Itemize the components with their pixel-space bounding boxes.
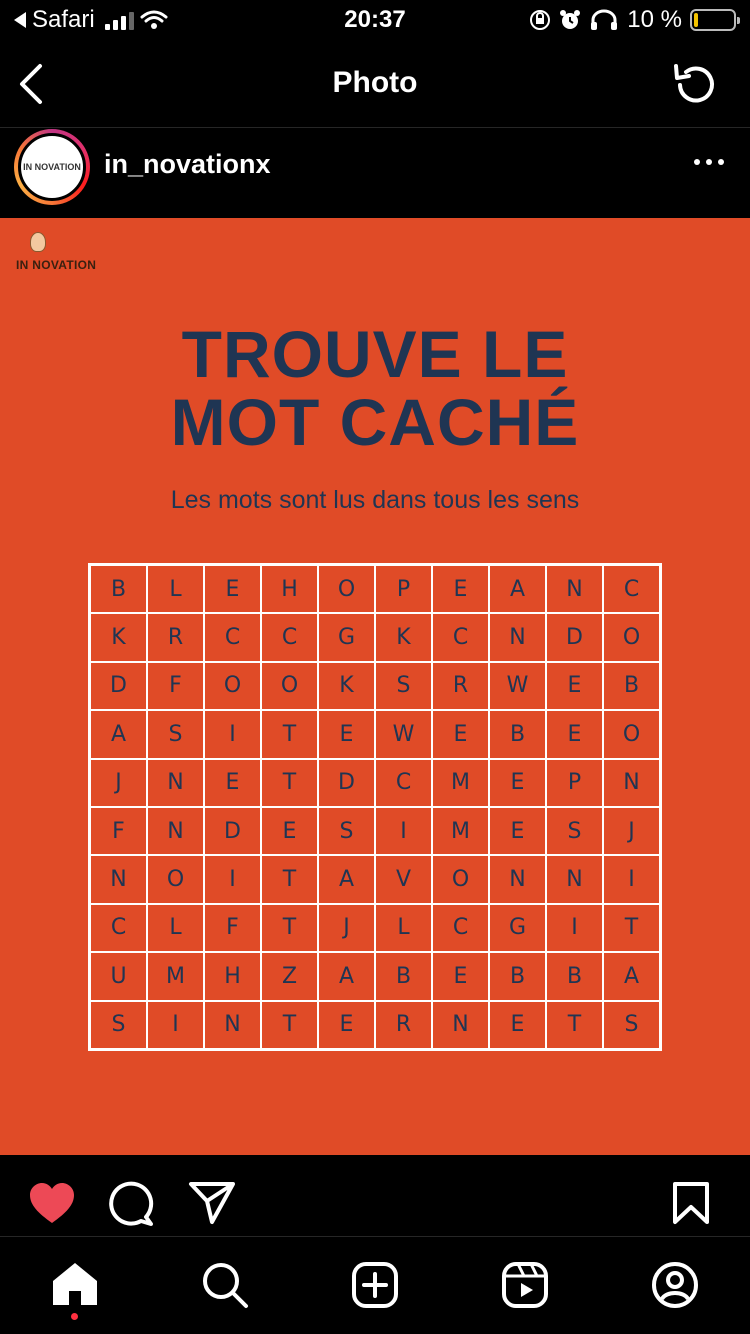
grid-cell: G	[489, 904, 546, 952]
grid-cell: B	[489, 710, 546, 758]
grid-cell: N	[489, 613, 546, 661]
grid-cell: D	[204, 807, 261, 855]
search-icon[interactable]	[201, 1261, 249, 1309]
grid-cell: I	[546, 904, 603, 952]
grid-cell: H	[261, 565, 318, 613]
headphones-icon	[589, 9, 619, 31]
post-title	[0, 317, 750, 459]
grid-cell: S	[90, 1001, 147, 1049]
heart-icon[interactable]	[28, 1181, 76, 1225]
grid-cell: E	[318, 1001, 375, 1049]
post-header	[0, 129, 750, 217]
refresh-icon[interactable]	[670, 60, 720, 110]
status-bar	[0, 0, 750, 42]
grid-cell: K	[318, 662, 375, 710]
battery-level	[694, 13, 698, 27]
grid-cell: D	[90, 662, 147, 710]
grid-cell: A	[90, 710, 147, 758]
grid-cell: D	[546, 613, 603, 661]
grid-cell: A	[603, 952, 660, 1000]
grid-cell: I	[147, 1001, 204, 1049]
active-tab-indicator	[71, 1313, 78, 1320]
grid-cell: U	[90, 952, 147, 1000]
grid-cell: L	[147, 565, 204, 613]
grid-cell: T	[261, 855, 318, 903]
grid-cell: K	[90, 613, 147, 661]
grid-cell: T	[261, 759, 318, 807]
grid-cell: R	[147, 613, 204, 661]
grid-cell: S	[603, 1001, 660, 1049]
grid-cell: T	[261, 904, 318, 952]
grid-cell: N	[147, 807, 204, 855]
grid-cell: E	[318, 710, 375, 758]
status-right	[529, 6, 736, 34]
grid-cell: T	[261, 710, 318, 758]
create-icon[interactable]	[351, 1261, 399, 1309]
grid-cell: B	[603, 662, 660, 710]
grid-cell: R	[375, 1001, 432, 1049]
grid-cell: M	[432, 807, 489, 855]
post-actions	[0, 1155, 750, 1235]
more-options-icon[interactable]	[694, 159, 724, 165]
grid-cell: L	[147, 904, 204, 952]
grid-cell: V	[375, 855, 432, 903]
grid-cell: M	[147, 952, 204, 1000]
grid-cell: H	[204, 952, 261, 1000]
share-icon[interactable]	[188, 1181, 236, 1225]
grid-cell: C	[603, 565, 660, 613]
grid-cell: O	[147, 855, 204, 903]
grid-cell: L	[375, 904, 432, 952]
grid-cell: N	[603, 759, 660, 807]
grid-cell: N	[432, 1001, 489, 1049]
grid-cell: I	[375, 807, 432, 855]
grid-cell: W	[375, 710, 432, 758]
grid-cell: D	[318, 759, 375, 807]
battery-icon	[690, 9, 736, 31]
grid-cell: C	[261, 613, 318, 661]
comment-icon[interactable]	[108, 1181, 154, 1227]
grid-cell: I	[204, 855, 261, 903]
brand-logo	[16, 230, 116, 286]
grid-cell: O	[603, 613, 660, 661]
grid-cell: E	[546, 710, 603, 758]
post-username[interactable]: in_novationx	[104, 149, 271, 179]
grid-cell: F	[147, 662, 204, 710]
grid-cell: C	[204, 613, 261, 661]
grid-cell: C	[432, 613, 489, 661]
reels-icon[interactable]	[501, 1261, 549, 1309]
grid-cell: O	[261, 662, 318, 710]
post-title-line-1: TROUVE LE	[181, 317, 569, 391]
grid-cell: A	[489, 565, 546, 613]
grid-cell: E	[204, 759, 261, 807]
grid-cell: R	[432, 662, 489, 710]
grid-cell: E	[489, 759, 546, 807]
grid-cell: J	[318, 904, 375, 952]
grid-cell: A	[318, 855, 375, 903]
avatar-logo-text: IN NOVATION	[23, 162, 81, 172]
post-title-line-2: MOT CACHÉ	[170, 385, 580, 459]
post-image[interactable]	[0, 218, 750, 1155]
grid-cell: N	[90, 855, 147, 903]
grid-cell: N	[489, 855, 546, 903]
grid-cell: B	[546, 952, 603, 1000]
back-app-label[interactable]: Safari	[32, 6, 95, 33]
profile-icon[interactable]	[651, 1261, 699, 1309]
grid-cell: I	[204, 710, 261, 758]
lightbulb-icon	[30, 232, 46, 252]
grid-cell: N	[147, 759, 204, 807]
grid-cell: Z	[261, 952, 318, 1000]
grid-cell: S	[318, 807, 375, 855]
grid-cell: S	[147, 710, 204, 758]
grid-cell: N	[546, 565, 603, 613]
grid-cell: E	[432, 565, 489, 613]
grid-cell: B	[489, 952, 546, 1000]
grid-cell: I	[603, 855, 660, 903]
bottom-tab-bar	[0, 1236, 750, 1334]
grid-cell: E	[204, 565, 261, 613]
alarm-icon	[559, 9, 581, 31]
grid-cell: J	[603, 807, 660, 855]
grid-cell: B	[375, 952, 432, 1000]
battery-percent: 10 %	[627, 6, 682, 33]
grid-cell: T	[261, 1001, 318, 1049]
grid-cell: C	[375, 759, 432, 807]
bookmark-icon[interactable]	[672, 1181, 710, 1225]
grid-cell: K	[375, 613, 432, 661]
page-title: Photo	[332, 66, 418, 99]
grid-cell: C	[90, 904, 147, 952]
story-ring[interactable]	[14, 129, 90, 205]
grid-cell: B	[90, 565, 147, 613]
grid-cell: O	[204, 662, 261, 710]
grid-cell: J	[90, 759, 147, 807]
grid-cell: O	[603, 710, 660, 758]
grid-cell: E	[261, 807, 318, 855]
grid-cell: P	[546, 759, 603, 807]
grid-cell: M	[432, 759, 489, 807]
grid-cell: F	[204, 904, 261, 952]
grid-cell: A	[318, 952, 375, 1000]
grid-cell: E	[546, 662, 603, 710]
grid-cell: C	[432, 904, 489, 952]
grid-cell: S	[546, 807, 603, 855]
brand-logo-text: IN NOVATION	[16, 258, 97, 272]
grid-cell: T	[603, 904, 660, 952]
post-subtitle: Les mots sont lus dans tous les sens	[170, 486, 580, 514]
grid-cell: P	[375, 565, 432, 613]
grid-cell: E	[489, 1001, 546, 1049]
grid-cell: T	[546, 1001, 603, 1049]
grid-cell: S	[375, 662, 432, 710]
grid-cell: O	[318, 565, 375, 613]
grid-cell: E	[432, 710, 489, 758]
grid-cell: F	[90, 807, 147, 855]
grid-cell: E	[489, 807, 546, 855]
avatar[interactable]	[18, 133, 86, 201]
home-icon[interactable]	[51, 1261, 99, 1307]
grid-cell: G	[318, 613, 375, 661]
grid-cell: E	[432, 952, 489, 1000]
top-navigation	[0, 42, 750, 128]
grid-cell: N	[204, 1001, 261, 1049]
grid-cell: W	[489, 662, 546, 710]
orientation-lock-icon	[529, 9, 551, 31]
grid-cell: N	[546, 855, 603, 903]
grid-cell: O	[432, 855, 489, 903]
word-search-grid	[88, 563, 662, 1051]
status-time: 20:37	[344, 6, 406, 33]
